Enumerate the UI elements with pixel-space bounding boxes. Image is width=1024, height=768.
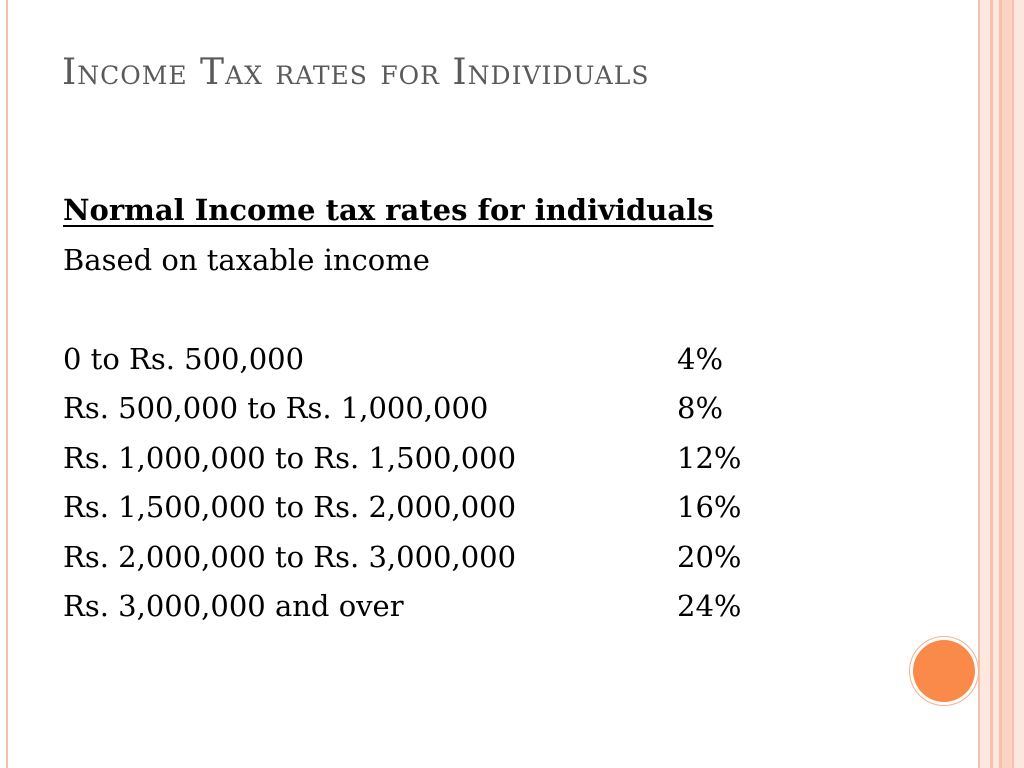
rate-row [63,384,823,434]
tax-rate: 20% [677,539,742,574]
rate-row [63,582,823,632]
income-range: Rs. 3,000,000 and over [63,589,404,623]
rate-row [63,533,823,583]
tax-rate: 16% [677,490,742,524]
rate-row [63,335,823,385]
slide-content [63,186,823,632]
left-border-line [6,0,8,768]
slide-title: Income Tax rates for Individuals [62,52,650,93]
stripe [980,0,990,768]
blank-line [63,285,823,335]
income-range: Rs. 500,000 to Rs. 1,000,000 [63,391,489,425]
tax-rate: 12% [677,440,742,475]
income-range: Rs. 1,000,000 to Rs. 1,500,000 [63,440,517,475]
subheading: Normal Income tax rates for individuals [63,193,714,227]
stripe [1002,0,1012,768]
income-range: Rs. 2,000,000 to Rs. 3,000,000 [63,539,517,574]
tax-rate: 4% [677,341,724,376]
rate-row [63,483,823,533]
income-range: 0 to Rs. 500,000 [63,341,305,376]
decorative-circle-icon [913,640,975,702]
stripe [1014,0,1024,768]
income-range: Rs. 1,500,000 to Rs. 2,000,000 [63,490,517,524]
right-decorative-stripes [978,0,1024,768]
rate-row [63,434,823,484]
tax-rate: 24% [677,589,742,623]
description: Based on taxable income [63,242,430,277]
tax-rate: 8% [677,391,724,425]
